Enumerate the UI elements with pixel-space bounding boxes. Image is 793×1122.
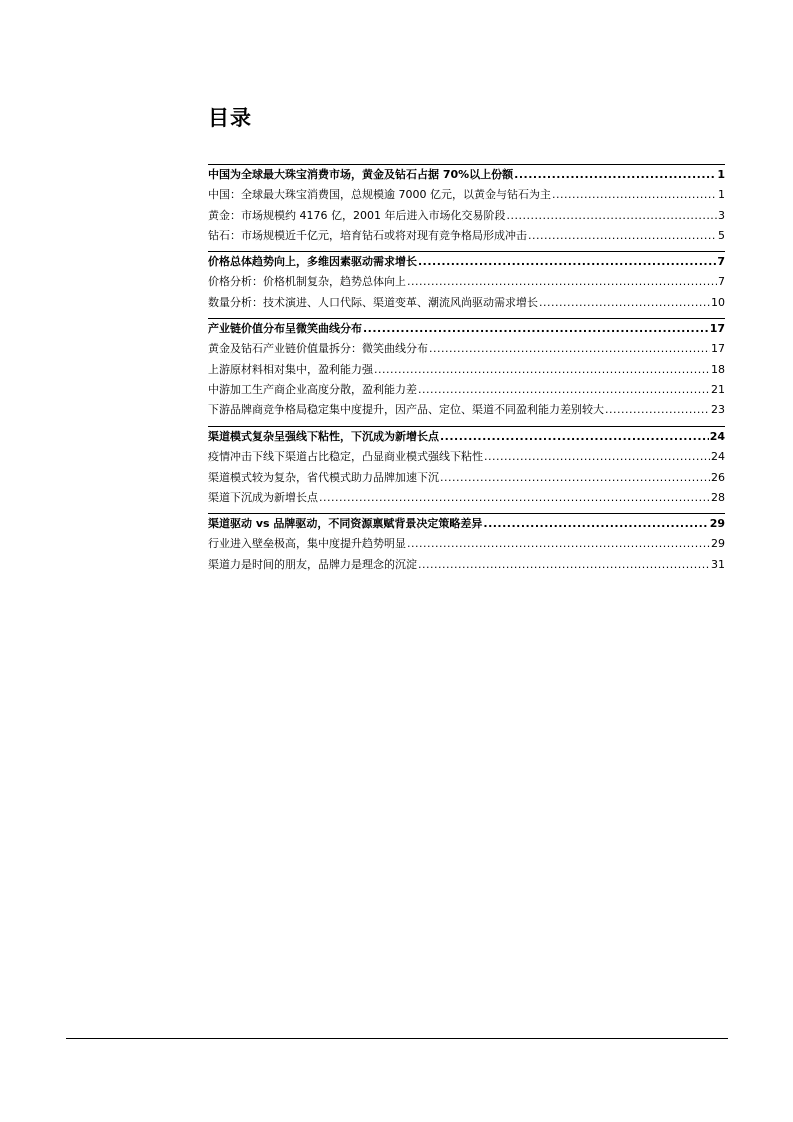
toc-page-number: 31 xyxy=(711,557,725,571)
toc-item[interactable] xyxy=(208,226,725,246)
footer-divider xyxy=(66,1038,728,1039)
toc-page-number: 24 xyxy=(711,450,725,464)
toc-item[interactable] xyxy=(208,488,725,508)
dot-leader xyxy=(528,226,717,246)
toc-heading[interactable] xyxy=(208,252,725,272)
toc-section-1 xyxy=(208,164,725,246)
toc-page-number: 1 xyxy=(717,168,725,181)
dot-leader xyxy=(319,488,710,508)
toc-heading[interactable] xyxy=(208,165,725,185)
toc-item[interactable] xyxy=(208,400,725,420)
toc-heading-text: 渠道驱动 vs 品牌驱动，不同资源禀赋背景决定策略差异 xyxy=(208,517,483,530)
toc-item-text: 中国：全球最大珠宝消费国，总规模逾 7000 亿元，以黄金与钻石为主 xyxy=(208,188,551,202)
dot-leader xyxy=(418,380,710,400)
toc-item-text: 渠道下沉成为新增长点 xyxy=(208,490,318,504)
toc-item[interactable] xyxy=(208,380,725,400)
dot-leader xyxy=(483,514,708,534)
toc-item-text: 上游原材料相对集中，盈利能力强 xyxy=(208,362,373,376)
toc-item[interactable] xyxy=(208,339,725,359)
toc-page-number: 10 xyxy=(711,295,725,309)
dot-leader xyxy=(440,427,709,447)
toc-item[interactable] xyxy=(208,534,725,554)
toc-item[interactable] xyxy=(208,185,725,205)
toc-page-number: 26 xyxy=(711,470,725,484)
dot-leader xyxy=(484,447,710,467)
dot-leader xyxy=(506,206,717,226)
toc-heading-text: 中国为全球最大珠宝消费市场，黄金及钻石占据 70%以上份额 xyxy=(208,168,514,181)
toc-section-3 xyxy=(208,318,725,420)
dot-leader xyxy=(407,534,710,554)
toc-heading-text: 产业链价值分布呈微笑曲线分布 xyxy=(208,322,362,335)
toc-page-number: 18 xyxy=(711,362,725,376)
toc-item-text: 下游品牌商竞争格局稳定集中度提升，因产品、定位、渠道不同盈利能力差别较大 xyxy=(208,403,604,417)
toc-item[interactable] xyxy=(208,360,725,380)
toc-page-number: 17 xyxy=(709,322,725,335)
toc-section-5 xyxy=(208,513,725,575)
dot-leader xyxy=(605,400,710,420)
toc-heading[interactable] xyxy=(208,514,725,534)
toc-page-number: 7 xyxy=(718,275,725,289)
toc-item-text: 价格分析：价格机制复杂，趋势总体向上 xyxy=(208,275,406,289)
dot-leader xyxy=(418,555,710,575)
toc-page-number: 29 xyxy=(709,517,725,530)
dot-leader xyxy=(374,360,710,380)
toc-item[interactable] xyxy=(208,468,725,488)
toc-page-number: 3 xyxy=(718,208,725,222)
toc-item[interactable] xyxy=(208,206,725,226)
toc-heading-text: 价格总体趋势向上，多维因素驱动需求增长 xyxy=(208,255,417,268)
toc-section-4 xyxy=(208,426,725,508)
toc-page-number: 17 xyxy=(711,342,725,356)
toc-page-number: 7 xyxy=(717,255,725,268)
toc-title: 目录 xyxy=(208,106,252,130)
toc-item[interactable] xyxy=(208,272,725,292)
toc-item-text: 渠道模式较为复杂，省代模式助力品牌加速下沉 xyxy=(208,470,439,484)
toc-item[interactable] xyxy=(208,447,725,467)
dot-leader xyxy=(429,339,710,359)
toc-item-text: 中游加工生产商企业高度分散，盈利能力差 xyxy=(208,382,417,396)
toc-page-number: 23 xyxy=(711,403,725,417)
toc-item-text: 黄金及钻石产业链价值量拆分：微笑曲线分布 xyxy=(208,342,428,356)
toc-page-number: 29 xyxy=(711,537,725,551)
toc-item[interactable] xyxy=(208,555,725,575)
toc-item-text: 行业进入壁垒极高，集中度提升趋势明显 xyxy=(208,537,406,551)
toc-heading-text: 渠道模式复杂呈强线下粘性，下沉成为新增长点 xyxy=(208,430,439,443)
dot-leader xyxy=(514,165,716,185)
toc-item-text: 数量分析：技术演进、人口代际、渠道变革、潮流风尚驱动需求增长 xyxy=(208,295,538,309)
dot-leader xyxy=(440,468,710,488)
dot-leader xyxy=(407,272,717,292)
toc-page-number: 5 xyxy=(718,228,725,242)
dot-leader xyxy=(363,319,709,339)
toc-item-text: 疫情冲击下线下渠道占比稳定，凸显商业模式强线下粘性 xyxy=(208,450,483,464)
dot-leader xyxy=(418,252,716,272)
dot-leader xyxy=(539,293,710,313)
toc-page-number: 1 xyxy=(718,188,725,202)
toc-page-number: 24 xyxy=(709,430,725,443)
toc-item[interactable] xyxy=(208,293,725,313)
toc-heading[interactable] xyxy=(208,319,725,339)
toc-item-text: 钻石：市场规模近千亿元，培育钻石或将对现有竞争格局形成冲击 xyxy=(208,228,527,242)
toc-item-text: 黄金：市场规模约 4176 亿，2001 年后进入市场化交易阶段 xyxy=(208,208,506,222)
toc-heading[interactable] xyxy=(208,427,725,447)
toc-section-2 xyxy=(208,251,725,313)
toc-item-text: 渠道力是时间的朋友，品牌力是理念的沉淀 xyxy=(208,557,417,571)
dot-leader xyxy=(552,185,717,205)
toc-page-number: 21 xyxy=(711,382,725,396)
toc-page-number: 28 xyxy=(711,490,725,504)
